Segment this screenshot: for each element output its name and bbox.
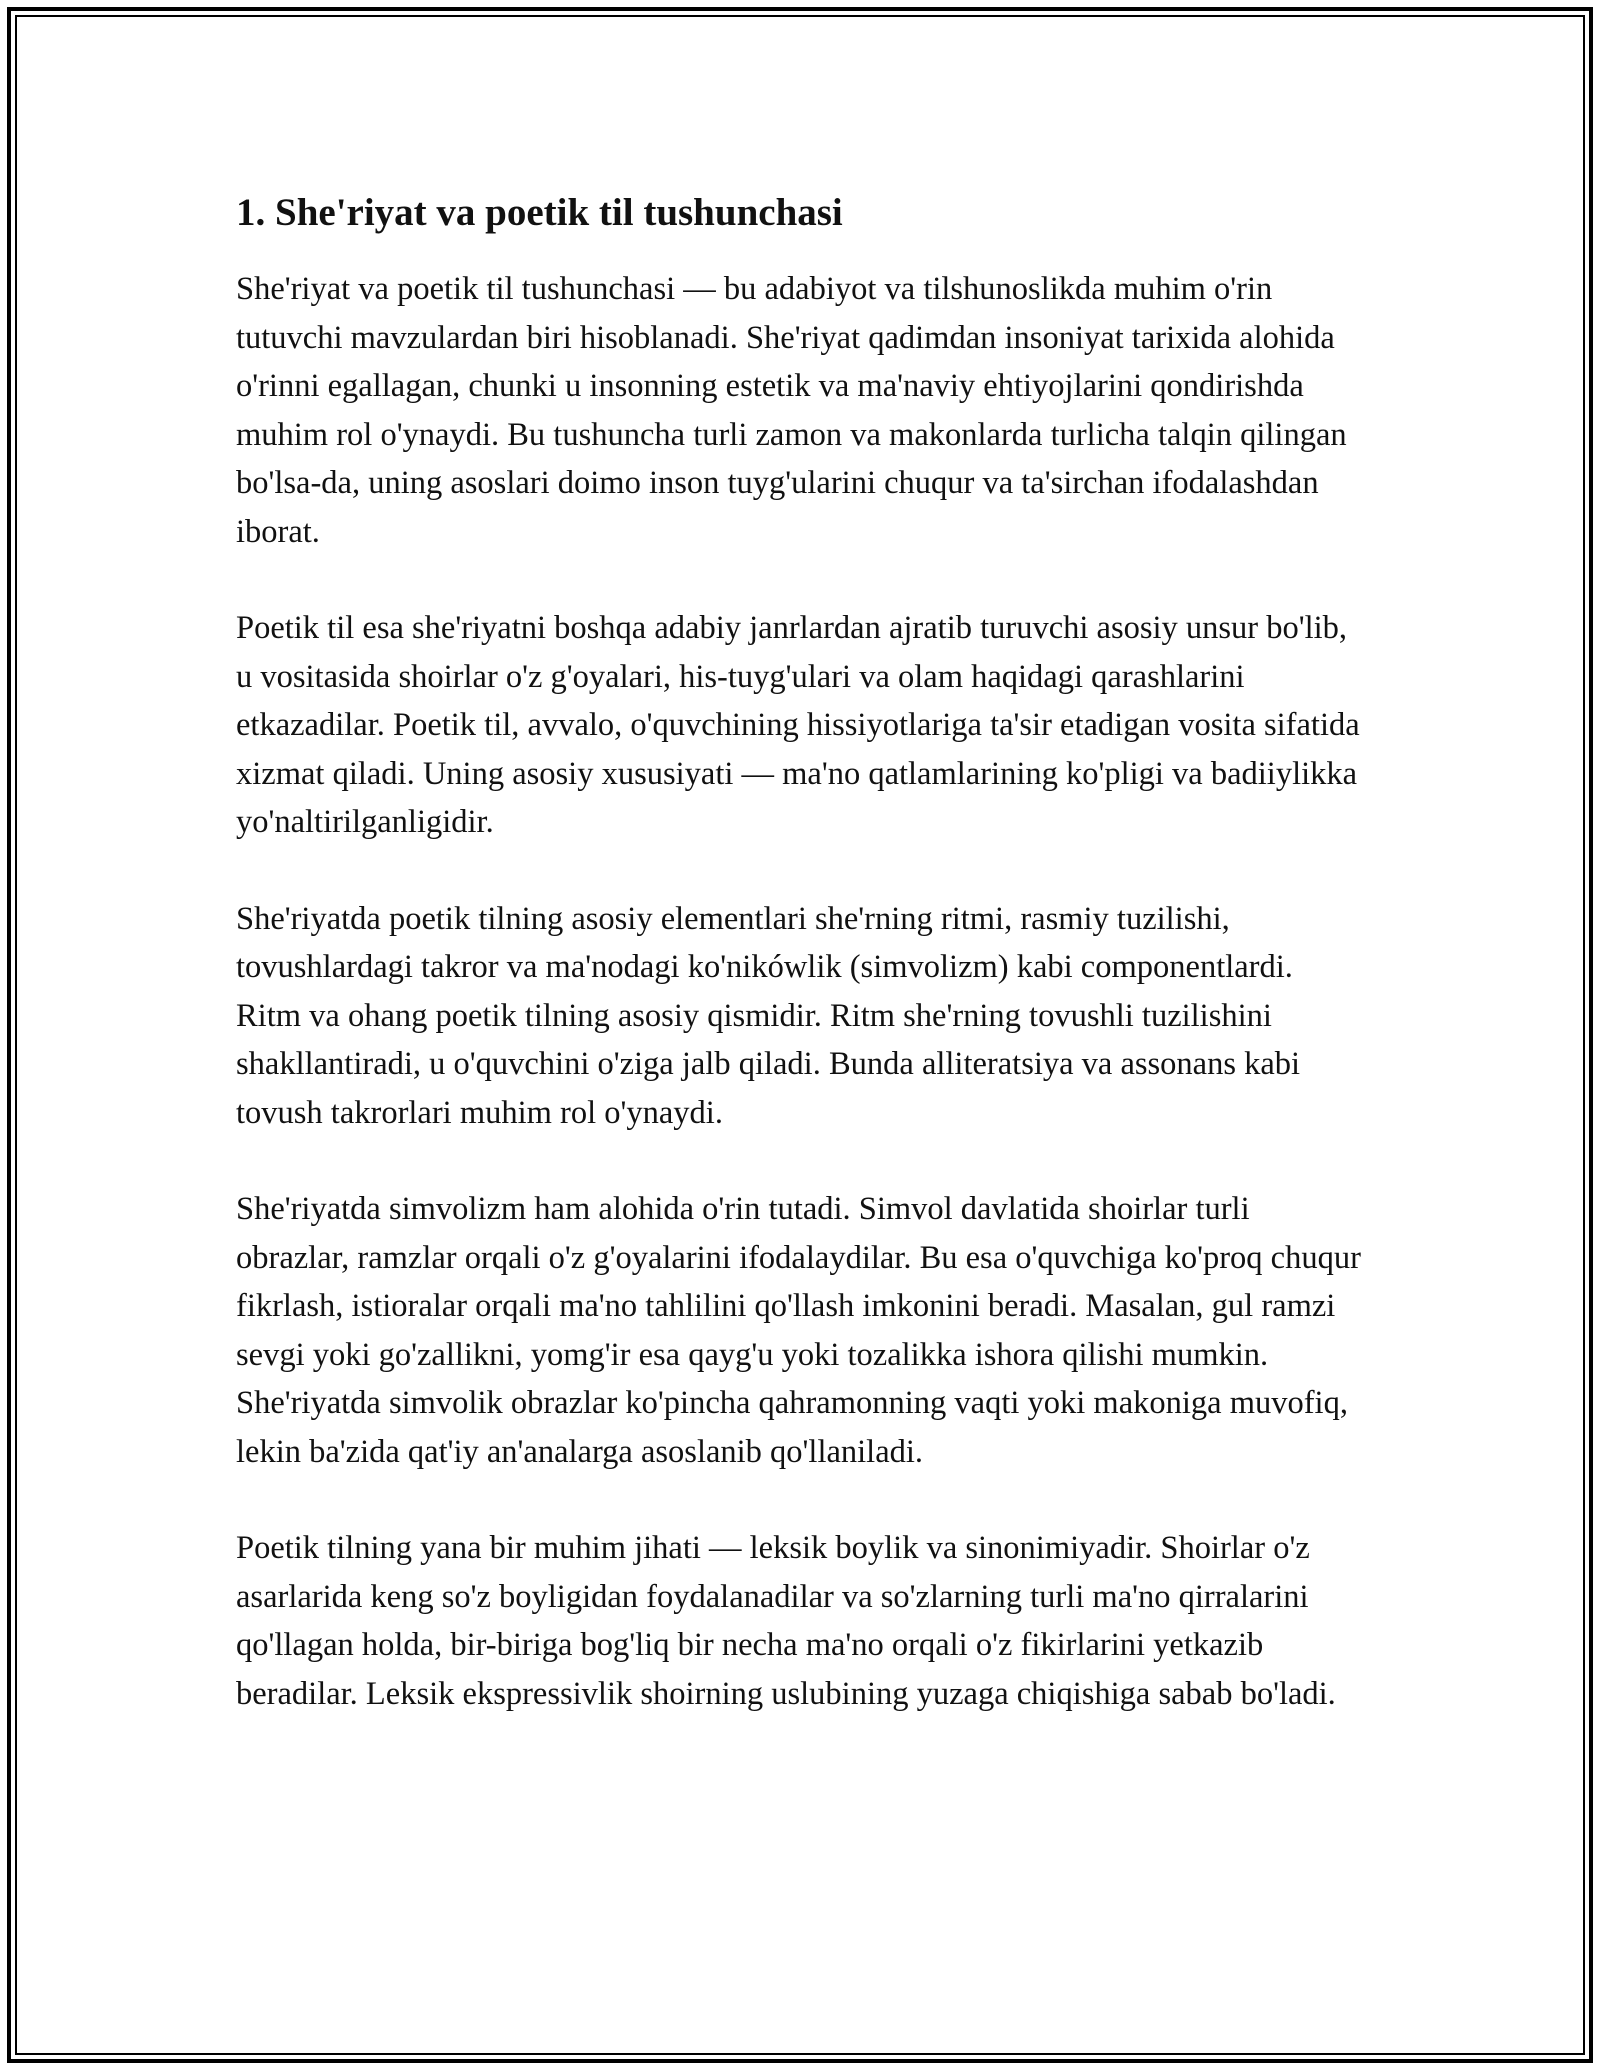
section-heading: 1. She'riyat va poetik til tushunchasi [236,191,843,234]
paragraph-3: She'riyatda poetik tilning asosiy elementlari she'rning ritmi, rasmiy tuzilishi, tovushlardagi takror va ma'nodagi ko'nikówlik (simvolizm) kabi componentlardi. Ritm va ohang poetik tilning asosiy qismidir. Ritm she'rning tovushli tuzilishini shakllantiradi, u o'quvchini o'ziga jalb qiladi. Bunda alliteratsiya va assonans kabi tovush takrorlari muhim rol o'ynaydi. [236,900,1301,1131]
paragraph-4: She'riyatda simvolizm ham alohida o'rin tutadi. Simvol davlatida shoirlar turli obrazlar, ramzlar orqali o'z g'oyalarini ifodalaydilar. Bu esa o'quvchiga ko'proq chuqur fikrlash, istioralar orqali ma'no tahlilini qo'llash imkonini beradi. Masalan, gul ramzi sevgi yoki go'zallikni, yomg'ir esa qayg'u yoki tozalikka ishora qilishi mumkin. She'riyatda simvolik obrazlar ko'pincha qahramonning vaqti yoki makoniga muvofiq, lekin ba'zida qat'iy an'analarga asoslanib qo'llaniladi. [236,1191,1361,1470]
paragraph-5: Poetik tilning yana bir muhim jihati — leksik boylik va sinonimiyadir. Shoirlar o'z asarlarida keng so'z boyligidan foydalanadilar va so'zlarning turli ma'no qirralarini qo'llagan holda, bir-biriga bog'liq bir necha ma'no orqali o'z fikirlarini yetkazib beradilar. Leksik ekspressivlik shoirning uslubining yuzaga chiqishiga sabab bo'ladi. [236,1530,1336,1712]
paragraph-1: She'riyat va poetik til tushunchasi — bu adabiyot va tilshunoslikda muhim o'rin tutuvchi mavzulardan biri hisoblanadi. She'riyat qadimdan insoniyat tarixida alohida o'rinni egallagan, chunki u insonning estetik va ma'naviy ehtiyojlarini qondirishda muhim rol o'ynaydi. Bu tushuncha turli zamon va makonlarda turlicha talqin qilingan bo'lsa-da, uning asoslari doimo inson tuyg'ularini chuqur va ta'sirchan ifodalashdan iborat. [236,271,1347,550]
paragraph-2: Poetik til esa she'riyatni boshqa adabiy janrlardan ajratib turuvchi asosiy unsur bo'lib, u vositasida shoirlar o'z g'oyalari, his-tuyg'ulari va olam haqidagi qarashlarini etkazadilar. Poetik til, avvalo, o'quvchining hissiyotlariga ta'sir etadigan vosita sifatida xizmat qiladi. Uning asosiy xususiyati — ma'no qatlamlarining ko'pligi va badiiylikka yo'naltirilganligidir. [236,610,1360,840]
document-body [236,185,1366,1766]
